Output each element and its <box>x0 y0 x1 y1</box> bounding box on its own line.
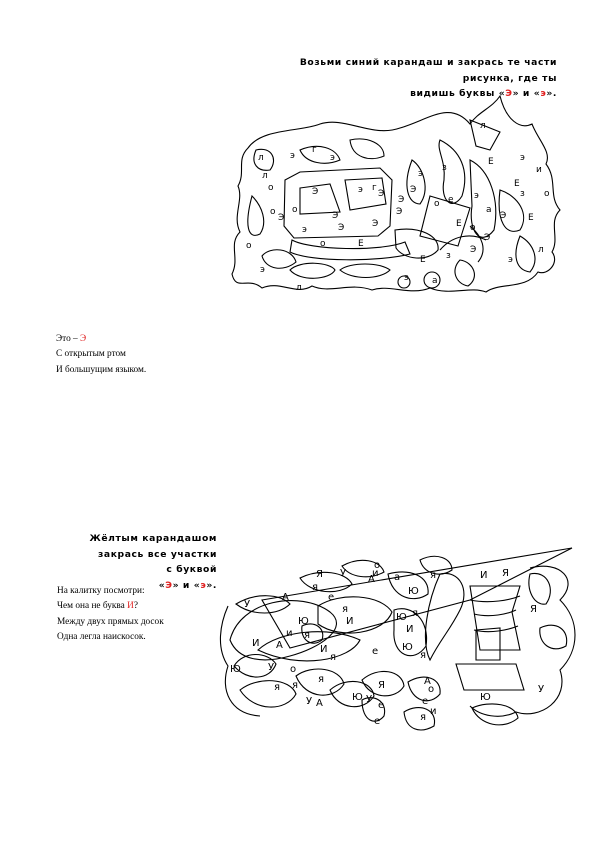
picture-1-letter: Э <box>332 211 339 221</box>
picture-2-letter: У <box>268 662 275 673</box>
picture-1-letter: з <box>446 251 451 261</box>
picture-1-letter: л <box>262 171 268 181</box>
task-1-line-3-mid: » и « <box>512 88 541 99</box>
picture-2-letter: е <box>378 700 385 711</box>
picture-2-letter: е <box>422 696 429 707</box>
picture-2-letter: я <box>292 680 299 691</box>
poem-2-line-3: Между двух прямых досок <box>57 616 164 627</box>
picture-1-letter: э <box>290 151 295 161</box>
picture-2-letter: и <box>286 628 293 639</box>
picture-2-letter: Я <box>530 604 537 615</box>
picture-1-letter: о <box>270 207 276 217</box>
highlight-letter-upper: Э <box>165 579 173 591</box>
picture-2-letter: о <box>428 684 435 695</box>
picture-2-letter: я <box>420 712 427 723</box>
picture-2-letter: А <box>282 592 289 603</box>
picture-2-letter: А <box>424 676 431 687</box>
picture-1-letter: л <box>480 121 486 131</box>
picture-2-letter: И <box>406 624 414 635</box>
picture-2-letter: Ю <box>230 664 241 675</box>
picture-1-letter: о <box>544 189 550 199</box>
picture-1-letter: Э <box>398 195 405 205</box>
picture-2-letter: И <box>346 616 354 627</box>
picture-1-letter: э <box>404 273 409 283</box>
task-2-line-3: с буквой <box>166 564 217 575</box>
picture-1-letter: Е <box>528 213 534 223</box>
picture-1-letter: о <box>292 205 298 215</box>
picture-2-letter: е <box>328 592 335 603</box>
picture-2-letter: е <box>374 716 381 727</box>
highlight-letter-lower: э <box>200 579 207 591</box>
picture-1-letter: о <box>268 183 274 193</box>
poem-2-line-1: На калитку посмотри: <box>57 586 145 596</box>
picture-1-letter: з <box>520 189 525 199</box>
picture-1-letter: л <box>296 283 302 293</box>
picture-1-letter: Э <box>312 187 319 197</box>
picture-2-letter: я <box>342 604 349 615</box>
picture-1-letter: Э <box>372 219 379 229</box>
picture-2-letter: е <box>372 646 379 657</box>
picture-1-letter: Э <box>338 223 345 233</box>
task-1-line-1: Возьми синий карандаш и закрась те части <box>299 57 557 68</box>
picture-2-letter: Я <box>502 568 509 579</box>
picture-1-letter: г <box>312 145 317 155</box>
task-2-line-1: Жёлтым карандашом <box>89 533 217 544</box>
picture-2-letter: И <box>252 638 260 649</box>
picture-1-letter: Е <box>358 239 364 249</box>
picture-1-letter: Э <box>396 207 403 217</box>
picture-1-letter: л <box>258 153 264 163</box>
picture-1-letter: э <box>520 153 525 163</box>
picture-2-letter: я <box>318 674 325 685</box>
task-1-line-3-prefix: видишь буквы « <box>410 88 506 99</box>
poem-2-highlight-letter: И <box>127 601 134 612</box>
picture-2-letter: я <box>430 570 437 581</box>
picture-1-letter: а <box>432 276 438 286</box>
picture-2-letter: Я <box>378 680 385 691</box>
picture-1-letter: е <box>448 195 454 205</box>
picture-1-letter: Э <box>484 233 491 243</box>
task-2-line-2: закрась все участки <box>97 548 217 560</box>
picture-1-letter: о <box>434 199 440 209</box>
picture-1-letter: з <box>442 163 447 173</box>
picture-2-letter: я <box>312 582 319 593</box>
task-1-line-2: рисунка, где ты <box>462 72 557 84</box>
picture-2-letter: Ю <box>396 612 407 623</box>
picture-1-letter: Э <box>410 185 417 195</box>
picture-2-letter: Ю <box>298 616 309 627</box>
picture-2-letter: У <box>306 696 313 707</box>
picture-2-letter: И <box>480 570 488 581</box>
poem-2-line-2-prefix: Чем она не буква <box>57 601 128 612</box>
picture-2-letter: Ю <box>480 692 491 703</box>
picture-2-letter: У <box>366 694 373 705</box>
picture-1-letter: и <box>536 165 542 175</box>
picture-1-letter: э <box>260 265 265 275</box>
task-2-line-4-suffix: ». <box>206 579 217 591</box>
picture-2-letter: и <box>372 568 379 579</box>
picture-1-letter: э <box>330 153 335 163</box>
picture-2-letter: о <box>290 664 297 675</box>
poem-2-line-2-suffix: ? <box>133 601 138 612</box>
picture-1-letter: э <box>418 169 423 179</box>
picture-2-letter: я <box>274 682 281 693</box>
picture-1-letter: г <box>372 183 377 193</box>
picture-1-letter: Е <box>488 157 494 167</box>
picture-2-letter: Я <box>316 569 323 580</box>
picture-1-letter: о <box>320 239 326 249</box>
picture-1-letter: а <box>486 205 492 215</box>
picture-2-letter: У <box>340 568 347 579</box>
picture-2-letter: и <box>430 706 437 717</box>
poem-1-line-2: С открытым ртом <box>56 349 126 360</box>
picture-1-letter: э <box>358 185 363 195</box>
picture-2-letter: я <box>330 652 337 663</box>
picture-2-letter: У <box>538 684 545 695</box>
picture-2-letter: Ю <box>352 692 363 703</box>
picture-2-letter: я <box>304 630 311 641</box>
picture-2-letter: А <box>368 574 375 585</box>
highlight-letter-upper: Э <box>505 88 513 99</box>
picture-2-letter: А <box>276 640 283 651</box>
picture-2-letter: А <box>316 698 323 709</box>
task-2-line-4-mid: » и « <box>172 579 201 591</box>
picture-1-letter: Е <box>514 179 520 189</box>
poem-1-line-3: И большущим языком. <box>56 364 147 375</box>
picture-1-letter: Э <box>470 245 477 255</box>
picture-1-letter: Э <box>500 211 507 221</box>
picture-1-letter: э <box>474 191 479 201</box>
picture-2-letter: я <box>420 650 427 661</box>
task-1-line-3-suffix: ». <box>546 88 557 99</box>
poem-1-highlight-letter: Э <box>80 334 87 344</box>
picture-2-letter: Ю <box>408 586 419 597</box>
picture-1-letter: Е <box>420 255 426 265</box>
picture-2-letter: я <box>412 608 419 619</box>
picture-1-letter: о <box>470 223 476 233</box>
highlight-letter-lower: э <box>540 88 547 99</box>
picture-1-letter: л <box>538 245 544 255</box>
picture-2-letters <box>230 560 544 727</box>
task-2-line-4-prefix: « <box>158 579 166 591</box>
picture-2-letter: о <box>374 560 381 571</box>
picture-2-letter: И <box>320 644 328 655</box>
picture-2-letter: У <box>244 599 251 610</box>
picture-2-letter: а <box>394 572 401 583</box>
poem-2-line-4: Одна легла наискосок. <box>57 631 146 642</box>
picture-1-letter: э <box>302 225 307 235</box>
picture-1-letter: Е <box>456 219 462 229</box>
picture-1-letter: Э <box>378 189 385 199</box>
poem-1-line-1-prefix: Это – <box>56 334 81 344</box>
picture-1-letter: Э <box>278 213 285 223</box>
picture-1-letter: о <box>246 241 252 251</box>
picture-2-letter: Ю <box>402 642 413 653</box>
picture-1-letter: э <box>508 255 513 265</box>
